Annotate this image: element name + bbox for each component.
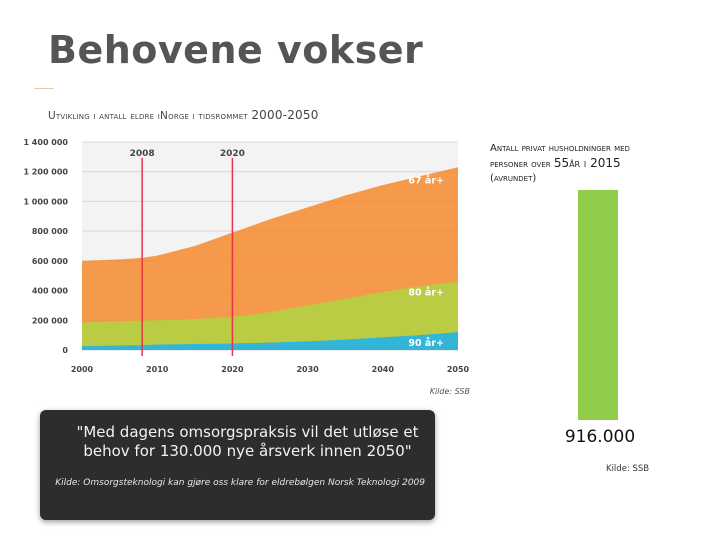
- quote-source: Kilde: Omsorgsteknologi kan gjøre oss klare for eldrebølgen Norsk Teknologi 2009: [55, 478, 425, 488]
- y-tick-label: 1 000 000: [23, 197, 68, 207]
- marker-label: 2020: [219, 149, 245, 159]
- bar-note-line3: (avrundet): [490, 173, 537, 184]
- bar-source: Kilde: SSB: [606, 464, 650, 474]
- bar-note-line1: Antall privat husholdninger med: [490, 143, 630, 154]
- y-tick-label: 800 000: [31, 227, 68, 237]
- y-tick-label: 1 200 000: [23, 167, 68, 177]
- series-label: 80 år+: [408, 287, 444, 299]
- quote-box: [40, 410, 435, 520]
- bar-note-line2b: 55år i 2015: [553, 156, 621, 170]
- x-tick-label: 2040: [371, 365, 394, 374]
- y-tick-label: 1 400 000: [23, 138, 68, 147]
- marker-label: 2008: [129, 149, 155, 159]
- x-tick-label: 2020: [221, 365, 244, 374]
- subtitle-text: Utvikling i antall eldre iNorge i tidsrommet: [48, 110, 248, 122]
- chart-source: Kilde: SSB: [429, 387, 470, 396]
- x-tick-label: 2050: [446, 365, 470, 374]
- x-tick-label: 2000: [70, 365, 94, 374]
- bar-chart-note: [490, 142, 700, 186]
- y-tick-label: 400 000: [31, 286, 68, 296]
- x-tick-label: 2030: [296, 365, 319, 374]
- y-tick-label: 0: [62, 346, 68, 355]
- series-label: 90 år+: [408, 338, 444, 350]
- subtitle-years: 2000-2050: [251, 108, 319, 122]
- y-tick-label: 200 000: [31, 316, 68, 326]
- x-tick-label: 2010: [146, 365, 169, 374]
- bar-note-line2a: personer over: [490, 159, 551, 170]
- series-label: 67 år+: [408, 175, 444, 187]
- bar: [578, 190, 618, 420]
- slide-title: Behovene vokser: [48, 28, 424, 72]
- bar-data-label: 916.000: [564, 427, 636, 447]
- quote-text: "Med dagens omsorgspraksis vil det utløse et behov for 130.000 nye årsverk innen 2050": [76, 423, 419, 460]
- y-tick-label: 600 000: [31, 256, 68, 266]
